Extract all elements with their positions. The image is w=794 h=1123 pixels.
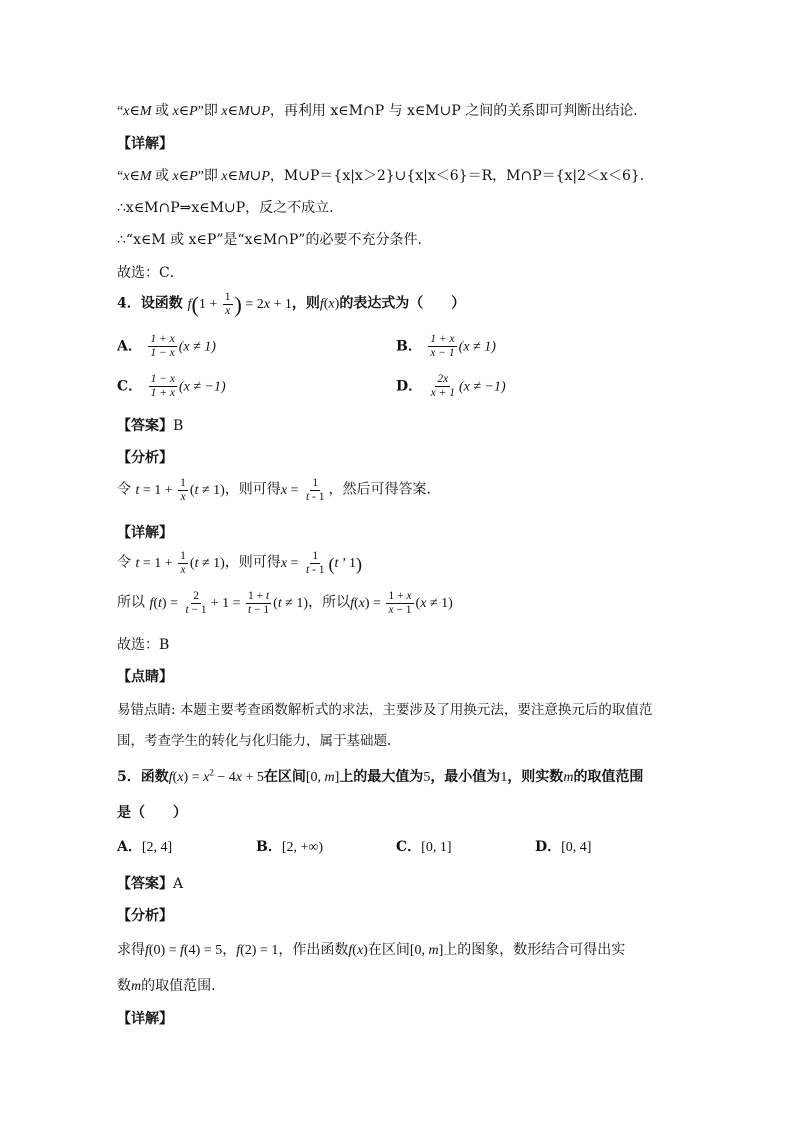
q4-detail2-lead: 所以 (117, 594, 145, 611)
q4-option-c (117, 373, 226, 400)
q5-analysis-m: m (131, 979, 142, 994)
option-label: C． (117, 378, 143, 395)
q4-analysis-lead: 令 (117, 481, 131, 498)
answer-value: B (173, 418, 184, 434)
q3-step2 (117, 197, 343, 217)
q5-analysis-a: 求得 (117, 942, 145, 958)
q3-choose: 故选：C． (117, 265, 184, 281)
q5-detail-label: 【详解】 (117, 1011, 173, 1027)
q5-option-d (535, 836, 591, 856)
option-value: [0, 1] (421, 840, 452, 855)
answer-label: 【答案】 (117, 876, 173, 892)
option-label: D． (535, 839, 562, 855)
q4-analysis-formula-1: t = 1 + $\frac{1}{x}$ (t ≠ 1) (135, 477, 225, 503)
option-numerator: 1 + x (430, 333, 455, 345)
q4-detail-2 (117, 590, 453, 617)
q4-analysis (117, 477, 431, 504)
option-label: A． (117, 839, 142, 855)
q4-number: 4． (117, 295, 141, 312)
therefore-symbol: ∴ (117, 200, 126, 216)
q5-analysis-formula-1: f(0) = f(4) = 5 (145, 943, 223, 958)
q5-analysis-formula-2: f(2) = 1 (236, 943, 279, 958)
q4-detail-formula-2: x = $\frac{1}{t - 1}$ (t ’ 1) (280, 550, 362, 576)
q3-step1-math: “x∈M 或 x∈P”即 x∈M∪P (117, 169, 270, 184)
q3-step1-text: ，M∪P＝{x|x＞2}∪{x|x＜6}＝R，M∩P＝{x|2＜x＜6}． (269, 168, 654, 184)
q5-interval: [0, m] (305, 770, 340, 785)
option-label: A． (117, 338, 142, 355)
option-denominator: x − 1 (430, 347, 455, 359)
option-denominator: 1 − x (150, 347, 175, 359)
q4-option-a (117, 333, 216, 360)
option-numerator: 2x (437, 373, 449, 385)
q5-analysis-label: 【分析】 (117, 908, 173, 924)
answer-value: A (173, 876, 184, 892)
q5-stem-b: 在区间 (263, 769, 306, 785)
q4-detail2-formula-2: f(x) = $\frac{1 + x}{x - 1}$ (x ≠ 1) (350, 590, 453, 616)
q5-analysis-line-2 (117, 975, 216, 995)
option-condition: (x ≠ 1) (458, 339, 496, 355)
q5-analysis-line-1: 求得f(0) = f(4) = 5，f(2) = 1，作出函数f(x)在区间[0, m]上的图象，数形结合可得出实 (117, 942, 626, 958)
q4-remark-line-2: 围，考查学生的转化与化归能力，属于基础题. (117, 733, 392, 749)
q4-analysis-end: ，然后可得答案. (328, 481, 431, 498)
q5-stem-c: 上的最大值为 (339, 769, 424, 785)
q5-stem-d: ，最小值为 (430, 769, 501, 785)
therefore-symbol: ∴ (117, 232, 126, 248)
q3-step3-text: “x∈M 或 x∈P”是“x∈M∩P”的必要不充分条件． (125, 232, 432, 248)
q4-stem (117, 291, 465, 318)
q4-stem-end: 的表达式为（ ） (339, 295, 466, 312)
option-label: C． (396, 839, 422, 855)
q5-function: $f(x) = x^2 - 4x + 5$ (168, 767, 264, 785)
q5-option-c (396, 836, 451, 856)
q4-analysis-label: 【分析】 (117, 450, 173, 466)
q5-stem-line-2: 是（ ） (117, 805, 187, 821)
q4-stem-fx: f(x) (319, 296, 340, 312)
q3-analysis-math: “x∈M 或 x∈P”即 x∈M∪P， (117, 104, 284, 119)
q5-answer (117, 873, 183, 893)
q4-answer (117, 415, 183, 435)
q3-analysis-line (117, 100, 647, 120)
q5-stem-e: ，则实数 (507, 769, 564, 785)
q4-stem-prefix: 设函数 (140, 295, 183, 312)
q4-option-d (396, 373, 506, 400)
q5-analysis-interval: [0, m] (409, 943, 444, 958)
q4-remark-line-1: 易错点睛: 本题主要考查函数解析式的求法，主要涉及了用换元法，要注意换元后的取值范 (117, 702, 653, 718)
q5-analysis-c: 在区间 (367, 942, 410, 958)
q3-step1 (117, 165, 654, 185)
q4-detail-formula-1: t = 1 + $\frac{1}{x}$ (t ≠ 1) (135, 550, 225, 576)
option-numerator: 1 − x (150, 373, 175, 385)
option-denominator: x + 1 (430, 387, 455, 399)
q4-remark-label: 【点睛】 (117, 669, 173, 685)
answer-label: 【答案】 (117, 418, 173, 434)
option-value: [0, 4] (561, 840, 592, 855)
option-numerator: 1 + x (150, 333, 175, 345)
option-value: [2, +∞) (281, 840, 324, 855)
q4-option-b (396, 333, 496, 360)
q5-option-b (256, 836, 323, 856)
q4-detail2-formula-1: f(t) = $\frac{2}{t - 1}$ + 1 = $\frac{1 + t}{t - 1}$ (t ≠ 1) (149, 590, 309, 616)
q5-analysis-d: 上的图象，数形结合可得出实 (443, 942, 626, 958)
q5-analysis-line2-b: 的取值范围. (141, 978, 216, 994)
q5-stem-line-1: 5．函数$f(x) = x^2 - 4x + 5$在区间[0, m]上的最大值为5，最小值为1，则实数m的取值范围 (117, 767, 644, 785)
option-label: B． (396, 338, 422, 355)
q5-analysis-line2-a: 数 (117, 978, 131, 994)
q5-analysis-b: ，作出函数 (278, 942, 349, 958)
q4-analysis-formula-2: x = $\frac{1}{t - 1}$ (280, 477, 325, 503)
q3-detail-label: 【详解】 (117, 136, 173, 152)
q4-detail-lead: 令 (117, 554, 131, 571)
option-condition: (x ≠ −1) (458, 379, 506, 395)
q3-step3 (117, 229, 431, 249)
option-label: D． (396, 378, 423, 395)
q4-choose: 故选：B (117, 637, 170, 653)
option-denominator: 1 + x (150, 387, 175, 399)
q5-stem-a: 函数 (140, 769, 169, 785)
option-value: [2, 4] (141, 840, 173, 855)
q4-detail-mid: ，则可得 (224, 554, 281, 571)
q3-step2-text: x∈M∩P⇒x∈M∪P，反之不成立． (125, 200, 344, 216)
q4-detail-1 (117, 550, 362, 577)
option-condition: (x ≠ −1) (178, 379, 226, 395)
q4-detail2-mid: ，所以 (308, 594, 351, 611)
q5-number: 5． (117, 769, 141, 785)
q3-analysis-text: 再利用 x∈M∩P 与 x∈M∪P 之间的关系即可判断出结论． (283, 103, 648, 119)
q4-detail-label: 【详解】 (117, 525, 173, 541)
q5-option-a (117, 836, 172, 856)
q5-stem-f: 的取值范围 (573, 769, 644, 785)
q5-analysis-fx: f(x) (348, 943, 368, 958)
q4-stem-formula: f(1 + $\frac{1}{x}$ ) = 2x + 1 (187, 291, 292, 317)
q4-analysis-mid: ，则可得 (224, 481, 281, 498)
q4-stem-suffix: ，则 (291, 295, 320, 312)
option-condition: (x ≠ 1) (178, 339, 216, 355)
option-label: B． (256, 839, 282, 855)
